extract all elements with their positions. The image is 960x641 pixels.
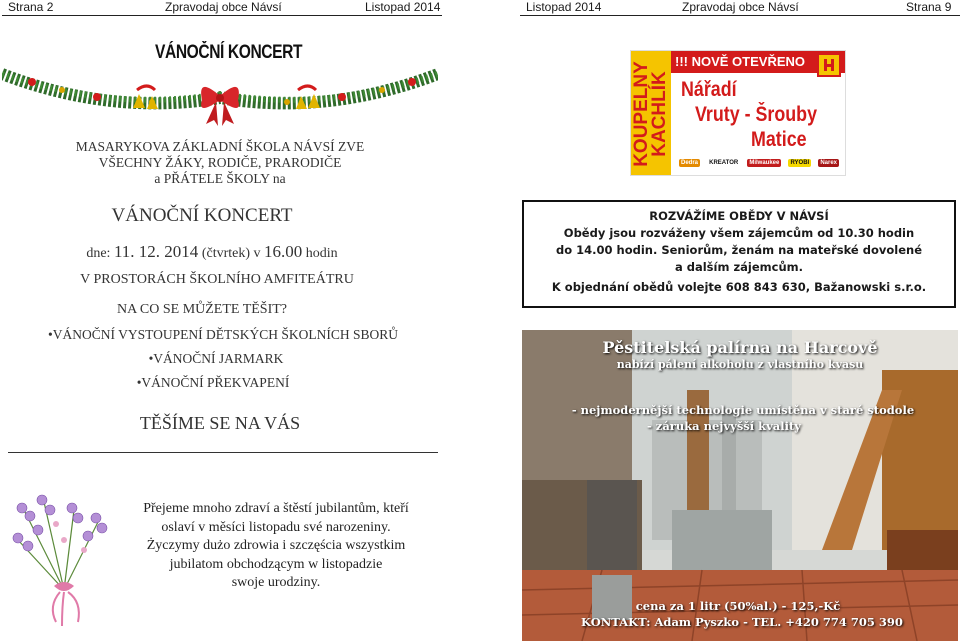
date-value: 11. 12. 2014 — [113, 242, 199, 261]
what-to-expect: NA CO SE MŮŽETE TĚŠIT? — [116, 302, 288, 317]
lunch-line-3: a dalším zájemcům. — [674, 260, 803, 274]
ad-brand-logos — [679, 155, 839, 171]
left-issue-date: Listopad 2014 — [365, 0, 441, 14]
ad-line-3: Matice — [751, 128, 807, 151]
distillery-bullet-2: - záruka nejvyšší kvality — [647, 419, 801, 433]
wish-pl-line-2: jubilatom obchodzącym w listopadzie — [169, 556, 383, 572]
wish-cz-line-1: Přejeme mnoho zdraví a štěstí jubilantům, kteří — [143, 501, 409, 516]
invite-line-1: MASARYKOVA ZÁKLADNÍ ŠKOLA NÁVSÍ ZVE — [75, 139, 365, 154]
hardware-shop-ad — [630, 50, 846, 176]
christmas-garland-image — [2, 66, 438, 126]
brand-logo: RYOBI — [790, 160, 810, 166]
right-header-rule — [520, 15, 960, 16]
ad-side-text: KOUPELNY KACHLÍK — [631, 61, 670, 167]
lunch-line-4: K objednání obědů volejte 608 843 630, Bažanowski s.r.o. — [551, 280, 927, 294]
expect-item-1: •VÁNOČNÍ VYSTOUPENÍ DĚTSKÝCH ŠKOLNÍCH SBORŮ — [47, 327, 398, 342]
right-page-header — [520, 0, 960, 15]
event-date-line — [0, 242, 432, 262]
expect-item-3: •VÁNOČNÍ PŘEKVAPENÍ — [136, 375, 290, 390]
brand-logo: Milwaukee — [749, 160, 780, 166]
brand-logo: Narex — [820, 160, 837, 166]
flower-bouquet-image — [4, 480, 122, 630]
expect-item-2: •VÁNOČNÍ JARMARK — [148, 351, 284, 366]
lunch-line-2: do 14.00 hodin. Seniorům, ženám na mateřské dovolené — [556, 243, 922, 257]
invite-line-2: VŠECHNY ŽÁKY, RODIČE, PRARODIČE — [98, 155, 342, 170]
section-divider — [8, 452, 438, 453]
brand-logo: Dedra — [681, 160, 699, 166]
ad-top-banner: !!! NOVĚ OTEVŘENO — [671, 51, 846, 73]
distillery-subtitle: nabízí pálení alkoholu z vlastního kvasu — [616, 358, 864, 371]
distillery-contact: KONTAKT: Adam Pyszko - TEL. +420 774 705 390 — [581, 615, 903, 629]
wish-pl-line-3: swoje urodziny. — [231, 575, 321, 590]
venue: V PROSTORÁCH ŠKOLNÍHO AMFITEÁTRU — [80, 272, 354, 287]
left-page-number: Strana 2 — [8, 0, 54, 14]
distillery-ad — [522, 330, 958, 641]
wish-pl-line-1: Życzymy dużo zdrowia i szczęścia wszystkim — [146, 538, 406, 553]
shop-logo-icon — [817, 53, 841, 77]
distillery-price: cena za 1 litr (50%al.) - 125,-Kč — [635, 599, 841, 613]
birthday-wishes — [118, 500, 434, 593]
ad-line-1: Nářadí — [681, 78, 737, 101]
lunch-delivery-box — [522, 200, 956, 308]
distillery-title: Pěstitelská palírna na Harcově — [602, 338, 878, 357]
invitation-text — [0, 139, 440, 187]
left-page-header — [0, 0, 440, 15]
right-newsletter-title: Zpravodaj obce Návsí — [682, 0, 799, 14]
date-label: dne: — [86, 246, 111, 261]
day-text: (čtvrtek) v — [201, 246, 261, 261]
right-issue-date: Listopad 2014 — [526, 0, 602, 14]
invite-line-3: a PŘÁTELE ŠKOLY na — [154, 171, 286, 186]
distillery-photo — [522, 330, 958, 641]
left-newsletter-title: Zpravodaj obce Návsí — [165, 0, 282, 14]
wish-cz-line-2: oslaví v měsíci listopadu své narozeniny. — [161, 519, 391, 535]
event-name: VÁNOČNÍ KONCERT — [111, 205, 293, 226]
brand-logo: KREATOR — [709, 160, 739, 166]
ad-side-banner — [631, 51, 671, 176]
concert-heading: VÁNOČNÍ KONCERT — [155, 42, 303, 63]
distillery-bullet-1: - nejmodernější technologie umístěna v staré stodole — [571, 403, 915, 417]
closing-text: TĚŠÍME SE NA VÁS — [139, 413, 301, 433]
left-header-rule — [2, 15, 442, 16]
right-page-number: Strana 9 — [906, 0, 952, 14]
lunch-heading: ROZVÁŽÍME OBĚDY V NÁVSÍ — [649, 209, 829, 223]
ad-line-2: Vruty - Šrouby — [695, 103, 818, 126]
lunch-line-1: Obědy jsou rozváženy všem zájemcům od 10.30 hodin — [563, 226, 915, 240]
time-value: 16.00 — [264, 242, 303, 261]
time-unit: hodin — [305, 246, 338, 261]
